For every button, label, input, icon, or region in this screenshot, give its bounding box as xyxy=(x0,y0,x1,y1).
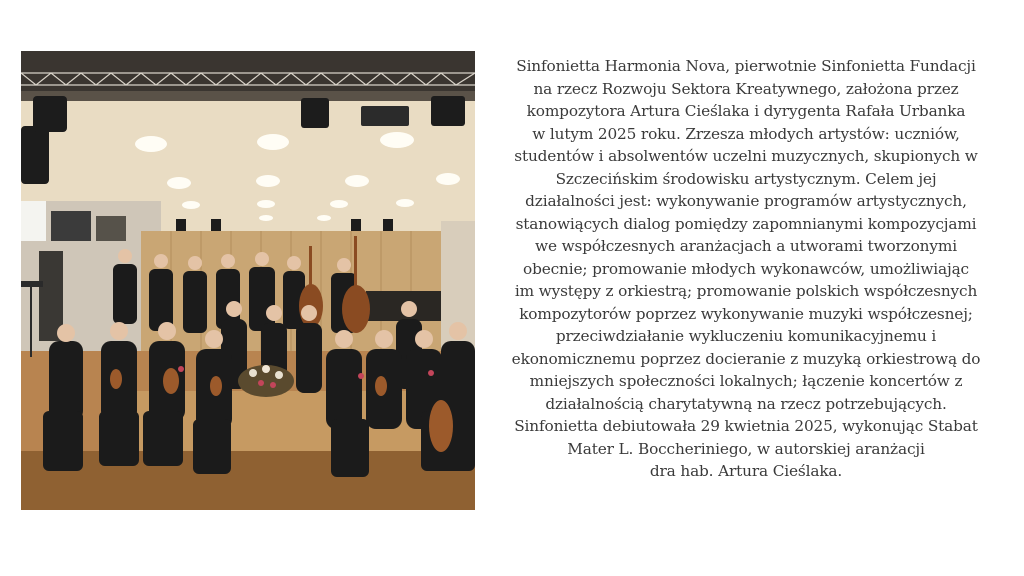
description-text xyxy=(492,55,1000,483)
text-line: mniejszych społeczności lokalnych; łączenie koncertów z xyxy=(529,372,963,390)
text-line: dra hab. Artura Cieślaka. xyxy=(649,462,843,480)
description-paragraph xyxy=(492,55,1000,483)
text-line: w lutym 2025 roku. Zrzesza młodych artystów: uczniów, xyxy=(532,124,960,143)
text-line: kompozytorów poprzez wykonywanie muzyki współczesnej; xyxy=(519,304,973,323)
text-line: we współczesnych aranżacjach a utworami tworzonymi xyxy=(535,237,957,255)
text-line: Sinfonietta debiutowała 29 kwietnia 2025, wykonując Stabat xyxy=(514,417,978,435)
orchestra-photo xyxy=(21,51,475,510)
text-line: Mater L. Boccheriniego, w autorskiej aranżacji xyxy=(567,439,925,458)
text-line: ekonomicznemu poprzez docieranie z muzyką orkiestrową do xyxy=(511,349,981,368)
text-line: Szczecińskim środowisku artystycznym. Celem jej xyxy=(555,169,937,188)
text-line: im występy z orkiestrą; promowanie polskich współczesnych xyxy=(514,282,978,300)
text-line: na rzecz Rozwoju Sektora Kreatywnego, założona przez xyxy=(533,79,959,98)
text-line: obecnie; promowanie młodych wykonawców, umożliwiając xyxy=(523,259,969,278)
text-line: kompozytora Artura Cieślaka i dyrygenta Rafała Urbanka xyxy=(526,102,966,120)
text-line: studentów i absolwentów uczelni muzycznych, skupionych w xyxy=(514,147,978,165)
text-line: działalnością charytatywną na rzecz potrzebujących. xyxy=(545,394,947,413)
orchestra-photo-illustration xyxy=(21,51,475,510)
text-line: działalności jest: wykonywanie programów artystycznych, xyxy=(525,192,967,210)
text-line: przeciwdziałanie wykluczeniu komunikacyjnemu i xyxy=(555,327,937,345)
text-line: stanowiących dialog pomiędzy zapomnianymi kompozycjami xyxy=(515,214,977,233)
text-line: Sinfonietta Harmonia Nova, pierwotnie Sinfonietta Fundacji xyxy=(516,57,976,75)
